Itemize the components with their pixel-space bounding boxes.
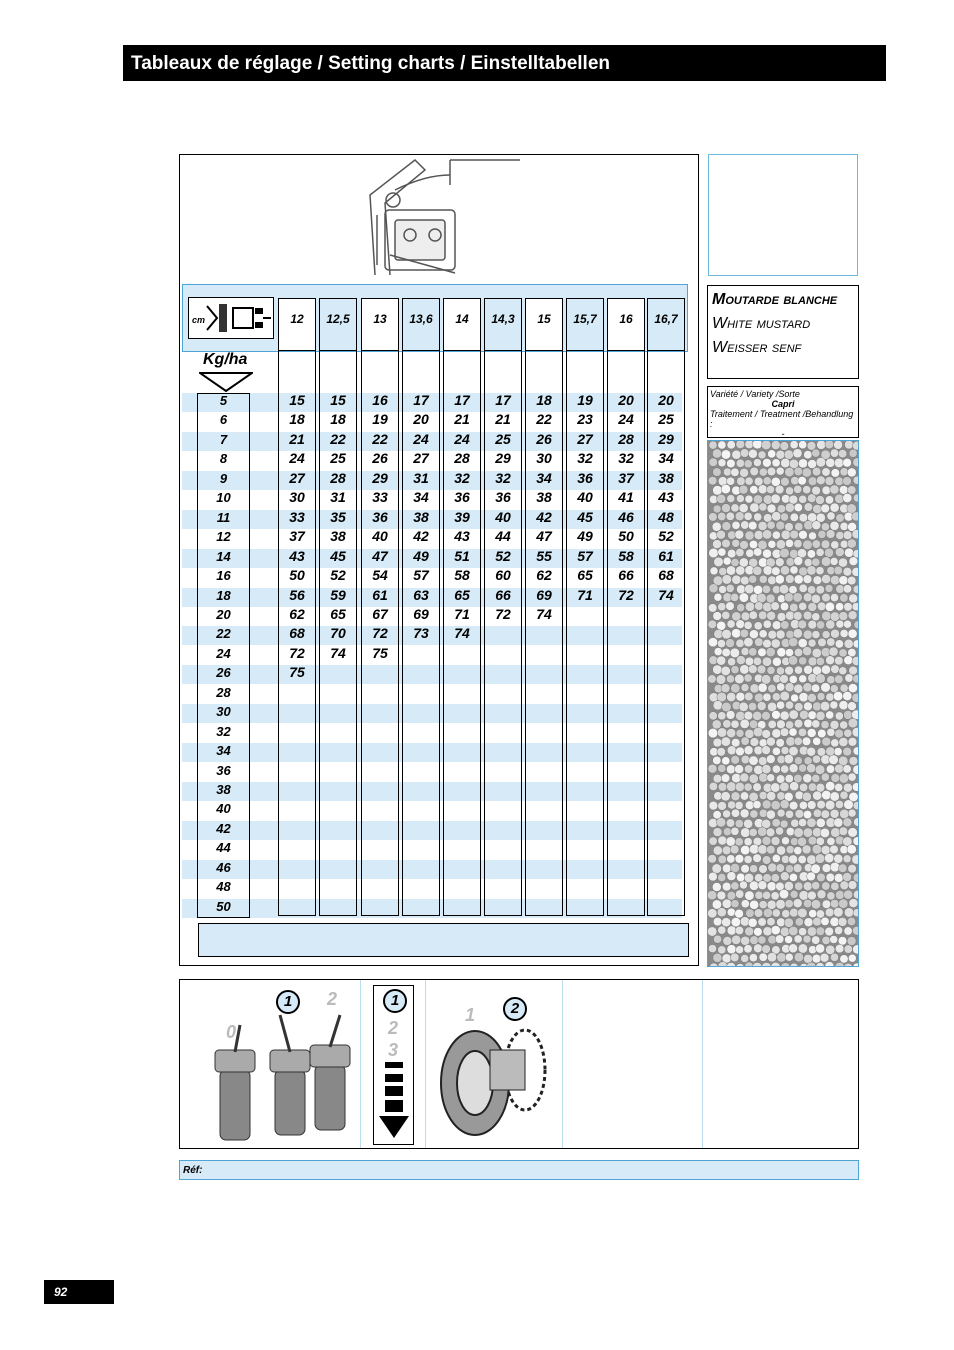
setting-value: 62 <box>289 605 305 622</box>
setting-value: 39 <box>454 508 470 525</box>
setting-value: 69 <box>536 586 552 603</box>
rate-value: 20 <box>216 606 231 622</box>
setting-value: 36 <box>454 489 470 506</box>
setting-value: 17 <box>413 392 429 408</box>
setting-value: 46 <box>618 508 634 525</box>
setting-value: 61 <box>372 586 388 603</box>
setting-value: 32 <box>495 469 511 486</box>
rate-value: 30 <box>216 704 231 720</box>
rate-value: 28 <box>216 684 231 700</box>
setting-value: 41 <box>618 489 634 506</box>
rate-value: 12 <box>216 529 231 545</box>
setting-value: 40 <box>577 489 593 506</box>
rate-value: 16 <box>216 568 231 584</box>
setting-value: 58 <box>454 567 470 584</box>
setting-value: 40 <box>495 508 511 525</box>
column-header: 13,6 <box>402 298 440 351</box>
variety-label: Variété / Variety /Sorte <box>710 389 800 399</box>
column-header: 15,7 <box>566 298 604 351</box>
reference-bar: Réf: <box>179 1160 859 1180</box>
setting-value: 49 <box>413 547 429 564</box>
crop-name-box <box>707 285 859 379</box>
setting-value: 24 <box>289 450 305 467</box>
divider <box>425 980 426 1148</box>
column-header: 14,3 <box>484 298 522 351</box>
setting-value: 25 <box>330 450 346 467</box>
setting-value: 31 <box>413 469 429 486</box>
setting-value: 18 <box>330 411 346 428</box>
setting-value: 27 <box>577 430 593 447</box>
setting-value: 52 <box>495 547 511 564</box>
setting-value: 32 <box>618 450 634 467</box>
setting-value: 52 <box>658 528 674 545</box>
rate-value: 34 <box>216 743 231 759</box>
crop-name-de: Weisser senf <box>712 339 802 356</box>
setting-value: 48 <box>658 508 674 525</box>
setting-value: 34 <box>658 450 674 467</box>
setting-value: 21 <box>495 411 511 428</box>
lever-position-0: 0 <box>226 1022 237 1042</box>
page-number: 92 <box>44 1280 114 1304</box>
setting-value: 33 <box>289 508 305 525</box>
rate-value: 9 <box>219 470 228 486</box>
setting-value: 20 <box>658 392 674 408</box>
setting-value: 18 <box>289 411 305 428</box>
column-header: 13 <box>361 298 399 351</box>
setting-value: 75 <box>289 664 305 681</box>
treatment-value: - <box>781 429 785 439</box>
lever-position-2: 2 <box>327 989 338 1009</box>
crop-name-fr: Moutarde blanche <box>712 291 838 308</box>
setting-value: 18 <box>536 392 552 408</box>
setting-value: 73 <box>413 625 429 642</box>
setting-value: 69 <box>413 605 429 622</box>
setting-value: 43 <box>454 528 470 545</box>
setting-value: 21 <box>454 411 470 428</box>
setting-value: 32 <box>577 450 593 467</box>
value-column <box>607 298 645 916</box>
divider <box>702 980 703 1148</box>
setting-value: 30 <box>536 450 552 467</box>
setting-value: 36 <box>577 469 593 486</box>
setting-value: 28 <box>454 450 470 467</box>
rate-value: 7 <box>219 431 228 447</box>
setting-value: 49 <box>577 528 593 545</box>
setting-value: 66 <box>495 586 511 603</box>
setting-value: 50 <box>289 567 305 584</box>
setting-value: 37 <box>289 528 305 545</box>
setting-value: 38 <box>536 489 552 506</box>
cm-label: cm <box>192 315 206 325</box>
unit-label: Kg/ha <box>203 351 248 368</box>
rate-value: 40 <box>216 801 231 817</box>
wheel-position-2: 2 <box>503 997 527 1021</box>
setting-value: 38 <box>413 508 429 525</box>
setting-value: 34 <box>413 489 429 506</box>
setting-value: 74 <box>454 625 470 642</box>
setting-value: 25 <box>495 430 511 447</box>
drive-wheel-illustration <box>435 1015 555 1140</box>
setting-value: 27 <box>413 450 429 467</box>
setting-value: 74 <box>330 644 346 661</box>
setting-value: 72 <box>372 625 388 642</box>
setting-value: 29 <box>372 469 388 486</box>
setting-value: 15 <box>289 392 305 408</box>
setting-value: 65 <box>454 586 470 603</box>
setting-value: 51 <box>454 547 470 564</box>
column-header: 14 <box>443 298 481 351</box>
setting-value: 40 <box>372 528 388 545</box>
setting-value: 65 <box>330 605 346 622</box>
setting-value: 61 <box>658 547 674 564</box>
setting-value: 15 <box>330 392 346 408</box>
setting-value: 55 <box>536 547 552 564</box>
setting-value: 30 <box>289 489 305 506</box>
setting-value: 33 <box>372 489 388 506</box>
setting-value: 74 <box>658 586 674 603</box>
setting-value: 43 <box>289 547 305 564</box>
setting-value: 29 <box>495 450 511 467</box>
setting-value: 47 <box>536 528 552 545</box>
setting-value: 50 <box>618 528 634 545</box>
variety-box <box>707 386 859 438</box>
row-width-icon-box <box>188 297 274 339</box>
divider <box>360 980 361 1148</box>
setting-value: 36 <box>372 508 388 525</box>
setting-value: 25 <box>658 411 674 428</box>
setting-value: 32 <box>454 469 470 486</box>
rate-value: 6 <box>219 412 228 428</box>
crop-name-en: White mustard <box>712 315 811 332</box>
setting-value: 22 <box>536 411 552 428</box>
setting-value: 34 <box>536 469 552 486</box>
chart-footer-band <box>198 923 689 957</box>
rate-value: 10 <box>216 490 231 506</box>
setting-value: 56 <box>289 586 305 603</box>
setting-value: 38 <box>330 528 346 545</box>
column-header: 16,7 <box>647 298 685 351</box>
setting-value: 57 <box>577 547 593 564</box>
setting-value: 20 <box>413 411 429 428</box>
setting-value: 58 <box>618 547 634 564</box>
setting-value: 21 <box>289 430 305 447</box>
setting-value: 45 <box>330 547 346 564</box>
setting-value: 27 <box>289 469 305 486</box>
column-header: 12 <box>278 298 316 351</box>
value-column <box>566 298 604 916</box>
setting-value: 42 <box>536 508 552 525</box>
rate-value: 46 <box>216 859 231 875</box>
setting-value: 22 <box>330 430 346 447</box>
setting-value: 72 <box>618 586 634 603</box>
value-column <box>647 298 685 916</box>
setting-value: 28 <box>330 469 346 486</box>
rate-value: 18 <box>216 587 231 603</box>
setting-value: 75 <box>372 644 388 661</box>
setting-value: 28 <box>618 430 634 447</box>
setting-value: 44 <box>495 528 511 545</box>
down-arrow-icon <box>199 372 253 392</box>
gear-3: 3 <box>388 1040 399 1060</box>
metering-unit-illustration <box>355 155 525 280</box>
setting-value: 47 <box>372 547 388 564</box>
column-header: 12,5 <box>319 298 357 351</box>
setting-value: 26 <box>536 430 552 447</box>
setting-value: 35 <box>330 508 346 525</box>
seeder-icon <box>189 298 273 338</box>
setting-value: 36 <box>495 489 511 506</box>
seed-photo <box>707 440 859 967</box>
rate-value: 36 <box>216 762 231 778</box>
column-header: 15 <box>525 298 563 351</box>
setting-value: 70 <box>330 625 346 642</box>
setting-value: 60 <box>495 567 511 584</box>
rate-value: 38 <box>216 782 231 797</box>
rate-value: 44 <box>216 840 231 856</box>
rate-value: 22 <box>216 626 231 642</box>
variety-name: Capri <box>771 399 795 409</box>
setting-value: 52 <box>330 567 346 584</box>
setting-value: 19 <box>577 392 593 408</box>
setting-value: 17 <box>495 392 511 408</box>
setting-value: 68 <box>658 567 674 584</box>
rate-value: 32 <box>216 723 231 739</box>
setting-value: 63 <box>413 586 429 603</box>
setting-value: 24 <box>618 411 634 428</box>
setting-value: 26 <box>372 450 388 467</box>
setting-value: 43 <box>658 489 674 506</box>
mustard-seeds-image <box>708 441 859 967</box>
rate-value: 11 <box>216 509 231 525</box>
lever-position-1: 1 <box>276 990 300 1014</box>
rate-value: 42 <box>216 820 231 836</box>
setting-value: 68 <box>289 625 305 642</box>
rate-value: 26 <box>216 665 231 681</box>
rate-value: 14 <box>216 548 231 564</box>
setting-value: 72 <box>289 644 305 661</box>
setting-value: 74 <box>536 605 552 622</box>
setting-value: 45 <box>577 508 593 525</box>
setting-value: 20 <box>618 392 634 408</box>
rate-value: 24 <box>216 645 231 661</box>
setting-value: 23 <box>577 411 593 428</box>
setting-value: 71 <box>454 605 470 622</box>
setting-value: 42 <box>413 528 429 545</box>
setting-value: 16 <box>372 392 388 408</box>
gear-1: 1 <box>383 989 407 1013</box>
setting-value: 71 <box>577 586 593 603</box>
rate-value: 5 <box>219 393 228 408</box>
column-header: 16 <box>607 298 645 351</box>
setting-value: 65 <box>577 567 593 584</box>
setting-value: 54 <box>372 567 388 584</box>
crop-photo-placeholder <box>708 154 858 276</box>
setting-value: 24 <box>454 430 470 447</box>
setting-value: 38 <box>658 469 674 486</box>
rate-value: 50 <box>216 898 231 914</box>
divider <box>562 980 563 1148</box>
setting-value: 24 <box>413 430 429 447</box>
setting-value: 72 <box>495 605 511 622</box>
setting-value: 62 <box>536 567 552 584</box>
setting-value: 66 <box>618 567 634 584</box>
setting-value: 59 <box>330 586 346 603</box>
rate-value: 48 <box>216 879 231 895</box>
treatment-label: Traitement / Treatment /Behandlung : <box>710 409 854 429</box>
setting-value: 57 <box>413 567 429 584</box>
setting-value: 22 <box>372 430 388 447</box>
rate-value: 8 <box>219 451 228 467</box>
setting-value: 67 <box>372 605 388 622</box>
wheel-position-1: 1 <box>465 1005 476 1025</box>
setting-value: 29 <box>658 430 674 447</box>
setting-value: 31 <box>330 489 346 506</box>
page-title: Tableaux de réglage / Setting charts / Einstelltabellen <box>123 45 886 81</box>
down-arrow-icon <box>378 1060 410 1140</box>
setting-value: 19 <box>372 411 388 428</box>
setting-value: 17 <box>454 392 470 408</box>
gear-2: 2 <box>388 1018 399 1038</box>
setting-value: 37 <box>618 469 634 486</box>
